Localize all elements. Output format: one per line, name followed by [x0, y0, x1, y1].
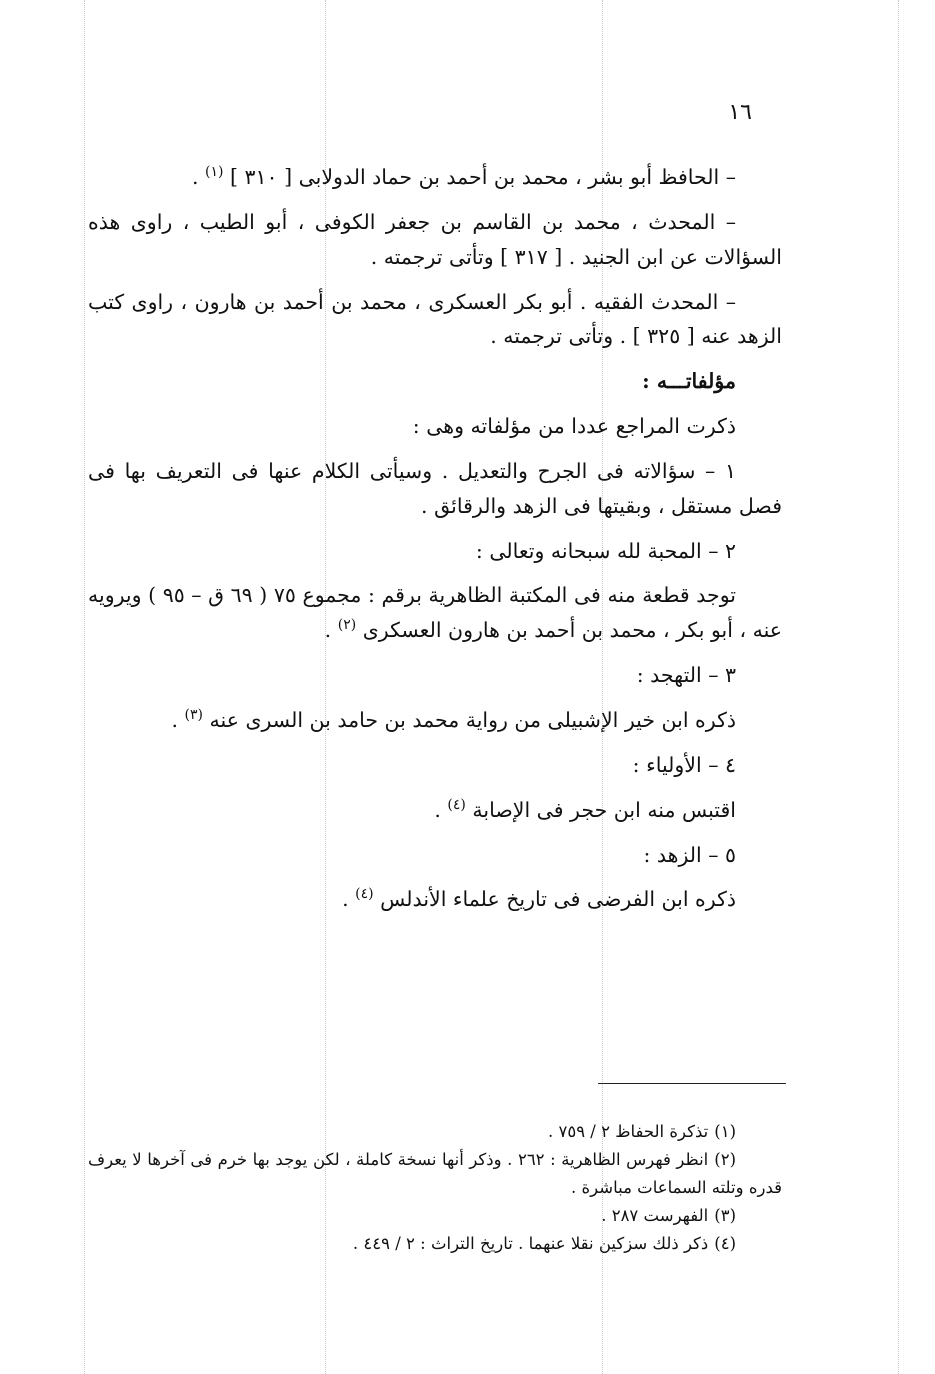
work-description	[88, 578, 782, 648]
footnote	[88, 1118, 782, 1146]
footnote-ref[interactable]: (٤)	[447, 796, 466, 813]
work-item	[88, 454, 782, 524]
footnote-number: (٣)	[714, 1206, 736, 1226]
footnotes	[88, 1118, 782, 1258]
paragraph-tail: .	[171, 707, 185, 732]
footnote-divider	[598, 1083, 786, 1084]
footnote-ref[interactable]: (٣)	[184, 707, 203, 724]
footnote-number: (٢)	[714, 1150, 736, 1170]
footnote-ref[interactable]: (١)	[204, 164, 224, 181]
footnote	[88, 1230, 782, 1258]
work-text: ذكره ابن الفرضى فى تاريخ علماء الأندلس	[380, 887, 736, 912]
section-intro: ذكرت المراجع عددا من مؤلفاته وهى :	[412, 414, 736, 439]
paragraph-tail: .	[342, 887, 356, 912]
paragraph-tail: .	[191, 165, 205, 189]
main-text	[88, 160, 782, 927]
work-description	[88, 793, 782, 828]
paragraph	[88, 160, 782, 195]
footnote-number: (١)	[714, 1122, 736, 1141]
footnote-number: (٤)	[714, 1234, 736, 1254]
work-title: ٣ – التهجد :	[636, 663, 736, 688]
footnote-text: انظر فهرس الظاهرية : ٢٦٢ . وذكر أنها نسخة كاملة ، لكن يوجد بها خرم فى آخرها لا يعرف قدره وتلته السماعات مباشرة .	[88, 1150, 782, 1198]
paragraph	[88, 285, 782, 355]
work-description	[88, 882, 782, 917]
work-text: ١ – سؤالاته فى الجرح والتعديل . وسيأتى الكلام عنها فى التعريف بها فى فصل مستقل ، وبقيتها فى الزهد والرقائق .	[88, 458, 782, 518]
work-text: توجد قطعة منه فى المكتبة الظاهرية برقم : مجموع ٧٥ ( ٦٩ ق – ٩٥ ) ويرويه عنه ، أبو بكر ، محمد بن أحمد بن هارون العسكرى	[88, 583, 782, 643]
paragraph-text: – المحدث ، محمد بن القاسم بن جعفر الكوفى ، أبو الطيب ، راوى هذه السؤالات عن ابن الجنيد . [ ٣١٧ ] وتأتى ترجمته .	[88, 209, 782, 269]
footnote	[88, 1202, 782, 1230]
scan-guide-line	[84, 0, 85, 1374]
work-description	[88, 703, 782, 738]
footnote	[88, 1146, 782, 1202]
footnote-ref[interactable]: (٢)	[337, 617, 357, 634]
work-title: ٤ – الأولياء :	[632, 752, 736, 777]
section-heading: مؤلفاتـــه :	[642, 369, 736, 394]
scan-guide-line	[898, 0, 899, 1374]
paragraph-text: – المحدث الفقيه . أبو بكر العسكرى ، محمد بن أحمد بن هارون ، راوى كتب الزهد عنه [ ٣٢٥ ] . وتأتى ترجمته .	[88, 289, 782, 349]
page-number: ١٦	[728, 100, 752, 125]
paragraph-tail: .	[324, 618, 338, 643]
paragraph-text: – الحافظ أبو بشر ، محمد بن أحمد بن حماد الدولابى [ ٣١٠ ]	[229, 165, 736, 189]
work-title: ٥ – الزهد :	[643, 842, 736, 867]
footnote-ref[interactable]: (٤)	[355, 886, 374, 903]
work-title: ٢ – المحبة لله سبحانه وتعالى :	[475, 538, 736, 563]
footnote-text: تذكرة الحفاظ ٢ / ٧٥٩ .	[547, 1122, 709, 1141]
paragraph-tail: .	[434, 797, 448, 822]
footnote-text: الفهرست ٢٨٧ .	[601, 1206, 709, 1226]
work-text: ذكره ابن خير الإشبيلى من رواية محمد بن حامد بن السرى عنه	[209, 707, 736, 732]
footnote-text: ذكر ذلك سزكين نقلا عنهما . تاريخ التراث : ٢ / ٤٤٩ .	[352, 1234, 709, 1254]
work-text: اقتبس منه ابن حجر فى الإصابة	[472, 797, 736, 822]
paragraph	[88, 205, 782, 275]
